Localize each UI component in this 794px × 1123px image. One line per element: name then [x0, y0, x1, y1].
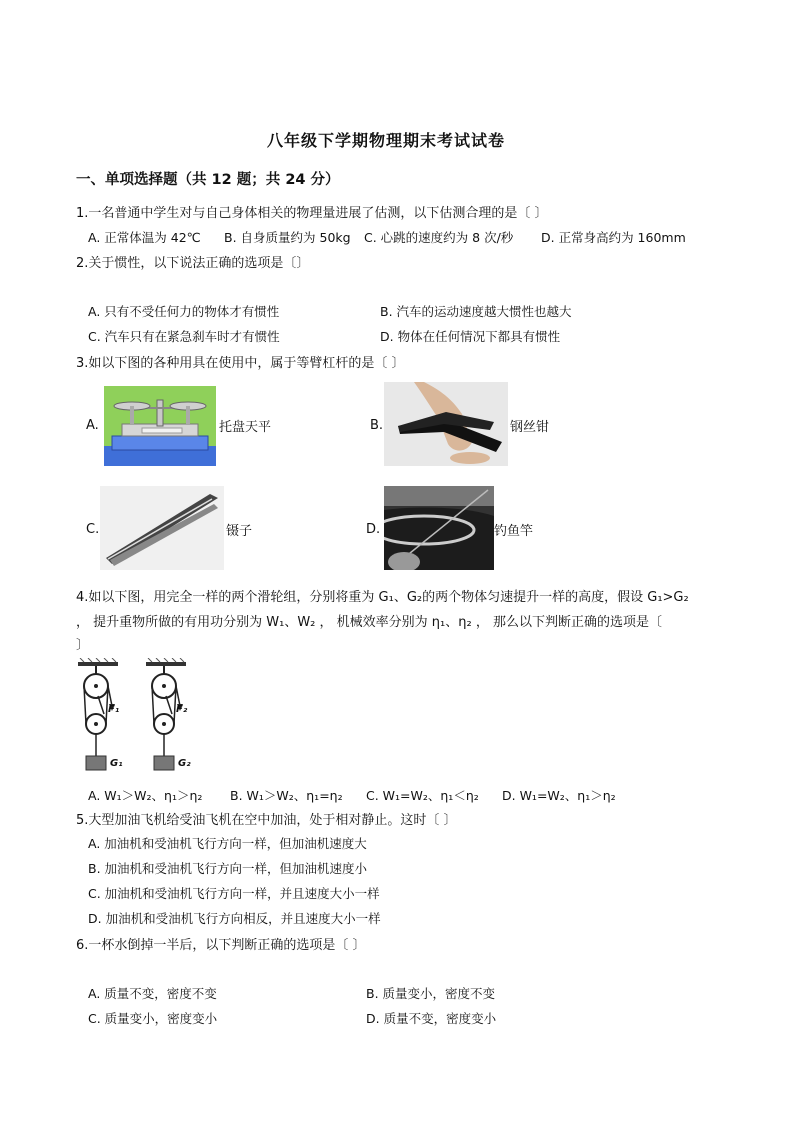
question-3-option-d-label: 钓鱼竿	[494, 524, 534, 539]
question-4-stem-line-1: 4.如以下图，用完全一样的两个滑轮组，分别将重为 G₁、G₂的两个物体匀速提升一样的高度，假设 G₁>G₂	[76, 590, 689, 605]
question-3-option-c-label: 镊子	[226, 524, 253, 539]
question-3-option-a-label: 托盘天平	[219, 420, 272, 435]
question-1-option-a[interactable]: A. 正常体温为 42℃	[88, 230, 201, 245]
question-4-option-d[interactable]: D. W₁=W₂、η₁＞η₂	[502, 788, 616, 803]
question-5-option-a[interactable]: A. 加油机和受油机飞行方向一样，但加油机速度大	[88, 836, 367, 851]
question-5-option-c[interactable]: C. 加油机和受油机飞行方向一样，并且速度大小一样	[88, 886, 380, 901]
question-3-option-d-letter[interactable]: D.	[366, 522, 381, 537]
question-3-option-b-label: 钢丝钳	[510, 420, 550, 435]
weight-label-g1: G₁	[110, 758, 123, 769]
question-4-stem-line-3: 〕	[76, 638, 90, 653]
question-5-option-b[interactable]: B. 加油机和受油机飞行方向一样，但加油机速度小	[88, 861, 368, 876]
question-4-option-a[interactable]: A. W₁＞W₂、η₁＞η₂	[88, 788, 203, 803]
question-2-stem: 2.关于惯性，以下说法正确的选项是〔〕	[76, 256, 310, 271]
question-1-option-d[interactable]: D. 正常身高约为 160mm	[541, 230, 686, 245]
question-5-option-d[interactable]: D. 加油机和受油机飞行方向相反，并且速度大小一样	[88, 911, 381, 926]
balance-scale-image	[104, 386, 216, 466]
section-heading: 一、单项选择题（共 12 题；共 24 分）	[76, 172, 340, 188]
force-label-f2: F₂	[176, 704, 188, 715]
question-6-option-c[interactable]: C. 质量变小，密度变小	[88, 1011, 218, 1026]
question-6-stem: 6.一杯水倒掉一半后，以下判断正确的选项是〔 〕	[76, 938, 366, 953]
question-1-stem: 1.一名普通中学生对与自己身体相关的物理量进展了估测，以下估测合理的是〔 〕	[76, 206, 548, 221]
question-3-option-a-letter[interactable]: A.	[86, 418, 99, 433]
question-2-option-a[interactable]: A. 只有不受任何力的物体才有惯性	[88, 304, 280, 319]
question-3-option-c-letter[interactable]: C.	[86, 522, 100, 537]
tweezers-image	[100, 486, 224, 570]
page-title: 八年级下学期物理期末考试试卷	[267, 131, 506, 150]
question-3-stem: 3.如以下图的各种用具在使用中，属于等臂杠杆的是〔 〕	[76, 356, 405, 371]
question-6-option-d[interactable]: D. 质量不变，密度变小	[366, 1011, 497, 1026]
question-5-stem: 5.大型加油飞机给受油飞机在空中加油，处于相对静止。这时〔 〕	[76, 813, 457, 828]
question-6-option-b[interactable]: B. 质量变小，密度不变	[366, 986, 496, 1001]
pliers-image	[384, 382, 508, 466]
question-4-stem-line-2: ， 提升重物所做的有用功分别为 W₁、W₂ ， 机械效率分别为 η₁、η₂ ， 那么以下判断正确的选项是〔	[76, 615, 662, 630]
weight-label-g2: G₂	[178, 758, 191, 769]
question-4-option-b[interactable]: B. W₁＞W₂、η₁=η₂	[230, 788, 343, 803]
question-4-option-c[interactable]: C. W₁=W₂、η₁＜η₂	[366, 788, 479, 803]
question-2-option-d[interactable]: D. 物体在任何情况下都具有惯性	[380, 329, 561, 344]
question-2-option-c[interactable]: C. 汽车只有在紧急刹车时才有惯性	[88, 329, 280, 344]
force-label-f1: F₁	[108, 704, 120, 715]
question-3-option-b-letter[interactable]: B.	[370, 418, 384, 433]
question-1-option-b[interactable]: B. 自身质量约为 50kg	[224, 230, 351, 245]
question-6-option-a[interactable]: A. 质量不变，密度不变	[88, 986, 217, 1001]
question-1-option-c[interactable]: C. 心跳的速度约为 8 次/秒	[364, 230, 514, 245]
question-2-option-b[interactable]: B. 汽车的运动速度越大惯性也越大	[380, 304, 572, 319]
fishing-rod-image	[384, 486, 494, 570]
